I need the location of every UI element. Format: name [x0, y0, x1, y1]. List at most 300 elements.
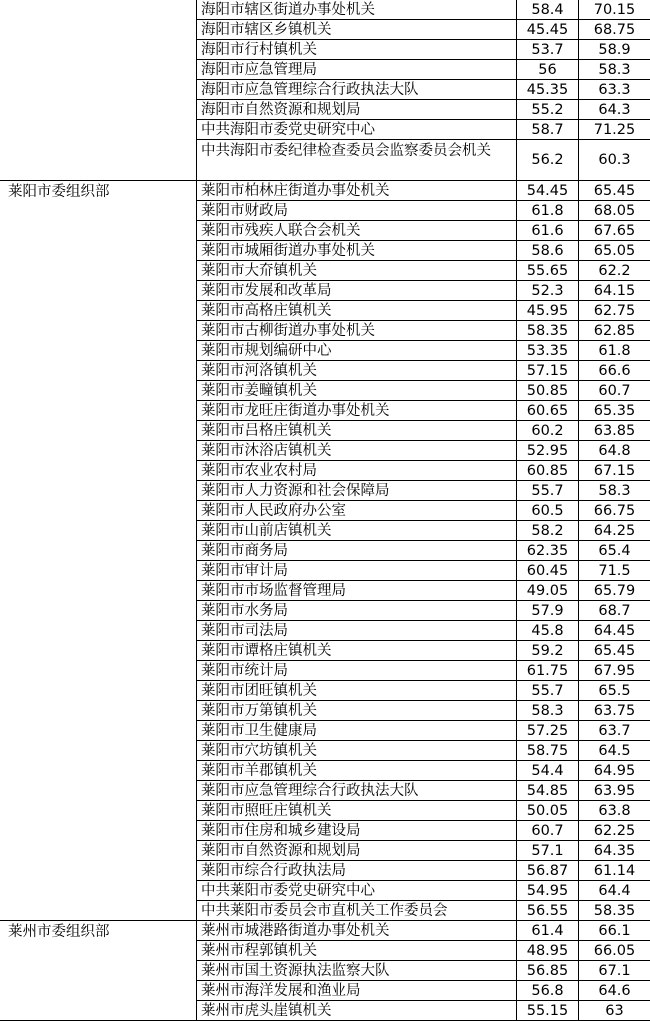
cell-organization[interactable]	[0, 541, 197, 561]
cell-score2[interactable]	[579, 301, 650, 321]
table-row	[0, 661, 650, 681]
cell-organization[interactable]	[0, 381, 197, 401]
cell-organization[interactable]	[0, 0, 197, 20]
cell-score1[interactable]	[517, 921, 579, 941]
cell-score1-value: 58.35	[526, 323, 569, 339]
cell-organization[interactable]	[0, 941, 197, 961]
cell-score1-value: 57.9	[531, 603, 564, 619]
cell-score1[interactable]	[517, 261, 579, 281]
cell-score2[interactable]	[579, 641, 650, 661]
cell-score1-value: 55.65	[526, 263, 569, 279]
cell-score1[interactable]	[517, 841, 579, 861]
cell-organization[interactable]	[0, 281, 197, 301]
cell-unit[interactable]	[197, 140, 517, 181]
cell-score2[interactable]	[579, 721, 650, 741]
cell-score2[interactable]	[579, 181, 650, 201]
cell-score2[interactable]	[579, 961, 650, 981]
cell-organization[interactable]	[0, 140, 197, 181]
cell-score2-value: 67.65	[593, 223, 636, 239]
cell-organization[interactable]	[0, 241, 197, 261]
cell-score2-value: 63.3	[598, 82, 631, 98]
cell-unit[interactable]	[197, 1001, 517, 1021]
cell-unit[interactable]	[197, 621, 517, 641]
cell-organization[interactable]	[0, 661, 197, 681]
cell-unit[interactable]	[197, 40, 517, 60]
cell-score2[interactable]	[579, 521, 650, 541]
cell-score2-value: 65.05	[593, 243, 636, 259]
cell-score1[interactable]	[517, 40, 579, 60]
cell-score1[interactable]	[517, 861, 579, 881]
cell-score2-value: 63	[605, 1003, 624, 1019]
cell-unit[interactable]	[197, 581, 517, 601]
unit-name: 莱州市城港路街道办事处机关	[201, 923, 390, 939]
cell-organization[interactable]	[0, 421, 197, 441]
table-row	[0, 541, 650, 561]
cell-score1[interactable]	[517, 541, 579, 561]
unit-name: 海阳市应急管理局	[201, 62, 317, 78]
cell-organization[interactable]	[0, 981, 197, 1001]
cell-score2[interactable]	[579, 581, 650, 601]
cell-score2[interactable]	[579, 681, 650, 701]
cell-unit[interactable]	[197, 881, 517, 901]
cell-unit[interactable]	[197, 981, 517, 1001]
cell-score2-value: 62.25	[593, 823, 636, 839]
cell-score2[interactable]	[579, 441, 650, 461]
cell-unit[interactable]	[197, 100, 517, 120]
cell-organization[interactable]	[0, 961, 197, 981]
table-row	[0, 781, 650, 801]
unit-name: 莱阳市人民政府办公室	[201, 503, 346, 519]
cell-organization[interactable]	[0, 861, 197, 881]
cell-unit[interactable]	[197, 821, 517, 841]
cell-score2-value: 70.15	[593, 2, 636, 18]
cell-score2[interactable]	[579, 341, 650, 361]
cell-score1-value: 60.85	[526, 463, 569, 479]
cell-score2[interactable]	[579, 381, 650, 401]
unit-name: 莱阳市照旺庄镇机关	[201, 803, 332, 819]
cell-score2[interactable]	[579, 461, 650, 481]
cell-score1[interactable]	[517, 1001, 579, 1021]
cell-unit[interactable]	[197, 461, 517, 481]
cell-organization[interactable]	[0, 581, 197, 601]
cell-score2[interactable]	[579, 821, 650, 841]
unit-name: 莱阳市谭格庄镇机关	[201, 643, 332, 659]
table-row	[0, 561, 650, 581]
cell-unit[interactable]	[197, 601, 517, 621]
cell-score2[interactable]	[579, 621, 650, 641]
unit-name: 莱阳市司法局	[201, 623, 288, 639]
cell-score2[interactable]	[579, 561, 650, 581]
unit-name: 莱阳市统计局	[201, 663, 288, 679]
cell-score2[interactable]	[579, 781, 650, 801]
cell-score1-value: 58.7	[531, 122, 564, 138]
cell-score2[interactable]	[579, 401, 650, 421]
unit-name: 莱州市海洋发展和渔业局	[201, 983, 361, 999]
cell-organization[interactable]	[0, 621, 197, 641]
cell-unit[interactable]	[197, 801, 517, 821]
unit-name: 莱阳市柏林庄街道办事处机关	[201, 183, 390, 199]
cell-score2-value: 66.05	[593, 943, 636, 959]
cell-unit[interactable]	[197, 481, 517, 501]
cell-score2-value: 68.05	[593, 203, 636, 219]
cell-organization[interactable]	[0, 201, 197, 221]
cell-unit[interactable]	[197, 361, 517, 381]
cell-score1[interactable]	[517, 961, 579, 981]
cell-score1-value: 60.65	[526, 403, 569, 419]
cell-score2-value: 58.3	[598, 62, 631, 78]
cell-organization[interactable]	[0, 601, 197, 621]
cell-score2[interactable]	[579, 761, 650, 781]
cell-score1[interactable]	[517, 301, 579, 321]
cell-unit[interactable]	[197, 901, 517, 921]
cell-score2[interactable]	[579, 881, 650, 901]
cell-score2[interactable]	[579, 701, 650, 721]
cell-organization[interactable]	[0, 561, 197, 581]
cell-score1[interactable]	[517, 281, 579, 301]
cell-score1[interactable]	[517, 801, 579, 821]
cell-score2-value: 61.14	[593, 863, 636, 879]
cell-score1-value: 60.7	[531, 823, 564, 839]
cell-score1[interactable]	[517, 581, 579, 601]
cell-unit[interactable]	[197, 721, 517, 741]
cell-unit[interactable]	[197, 921, 517, 941]
cell-score1[interactable]	[517, 621, 579, 641]
cell-organization[interactable]	[0, 40, 197, 60]
cell-unit[interactable]	[197, 221, 517, 241]
table-row	[0, 601, 650, 621]
cell-score1[interactable]	[517, 701, 579, 721]
cell-score2[interactable]	[579, 541, 650, 561]
cell-score2[interactable]	[579, 501, 650, 521]
cell-score2[interactable]	[579, 40, 650, 60]
cell-score1[interactable]	[517, 461, 579, 481]
cell-score2[interactable]	[579, 981, 650, 1001]
cell-score2-value: 68.75	[593, 22, 636, 38]
cell-unit[interactable]	[197, 741, 517, 761]
cell-organization[interactable]	[0, 461, 197, 481]
unit-name: 海阳市应急管理综合行政执法大队	[201, 82, 419, 98]
cell-unit[interactable]	[197, 561, 517, 581]
cell-organization[interactable]	[0, 301, 197, 321]
unit-name: 海阳市自然资源和规划局	[201, 102, 361, 118]
cell-unit[interactable]	[197, 641, 517, 661]
cell-score1[interactable]	[517, 901, 579, 921]
table-row	[0, 80, 650, 100]
cell-score1[interactable]	[517, 721, 579, 741]
cell-unit[interactable]	[197, 841, 517, 861]
cell-score1[interactable]	[517, 401, 579, 421]
cell-organization[interactable]	[0, 721, 197, 741]
cell-unit[interactable]	[197, 441, 517, 461]
unit-name: 莱阳市山前店镇机关	[201, 523, 332, 539]
table-row	[0, 901, 650, 921]
cell-organization[interactable]	[0, 321, 197, 341]
cell-score1[interactable]	[517, 941, 579, 961]
table-row	[0, 941, 650, 961]
table-row	[0, 1001, 650, 1021]
cell-unit[interactable]	[197, 781, 517, 801]
cell-organization[interactable]	[0, 741, 197, 761]
cell-unit[interactable]	[197, 120, 517, 140]
cell-score1[interactable]	[517, 601, 579, 621]
cell-unit[interactable]	[197, 661, 517, 681]
cell-score2-value: 64.5	[598, 743, 631, 759]
table-row	[0, 801, 650, 821]
cell-unit[interactable]	[197, 201, 517, 221]
unit-name: 莱阳市古柳街道办事处机关	[201, 323, 375, 339]
cell-score1-value: 56.2	[531, 152, 564, 168]
cell-score1-value: 54.85	[526, 783, 569, 799]
table-row	[0, 481, 650, 501]
cell-organization[interactable]	[0, 481, 197, 501]
unit-name: 莱阳市农业农村局	[201, 463, 317, 479]
cell-score2-value: 71.5	[598, 563, 631, 579]
cell-score2[interactable]	[579, 841, 650, 861]
cell-score2-value: 58.3	[598, 483, 631, 499]
cell-score2[interactable]	[579, 481, 650, 501]
cell-organization[interactable]	[0, 100, 197, 120]
cell-organization[interactable]	[0, 60, 197, 80]
cell-unit[interactable]	[197, 401, 517, 421]
cell-score2-value: 63.85	[593, 423, 636, 439]
cell-score2[interactable]	[579, 421, 650, 441]
unit-name: 莱阳市龙旺庄街道办事处机关	[201, 403, 390, 419]
cell-unit[interactable]	[197, 541, 517, 561]
table-row	[0, 221, 650, 241]
cell-organization[interactable]	[0, 801, 197, 821]
cell-score2[interactable]	[579, 201, 650, 221]
cell-score1[interactable]	[517, 100, 579, 120]
cell-unit[interactable]	[197, 861, 517, 881]
cell-score1[interactable]	[517, 0, 579, 20]
cell-unit[interactable]	[197, 681, 517, 701]
cell-score1[interactable]	[517, 981, 579, 1001]
cell-unit[interactable]	[197, 0, 517, 20]
unit-name: 莱阳市沐浴店镇机关	[201, 443, 332, 459]
cell-score2-value: 66.6	[598, 363, 631, 379]
table-row	[0, 961, 650, 981]
cell-score1-value: 55.2	[531, 102, 564, 118]
cell-score2[interactable]	[579, 241, 650, 261]
cell-score1-value: 56.55	[526, 903, 569, 919]
cell-score1[interactable]	[517, 781, 579, 801]
cell-score2[interactable]	[579, 60, 650, 80]
unit-name: 莱州市虎头崖镇机关	[201, 1003, 332, 1019]
cell-unit[interactable]	[197, 421, 517, 441]
cell-unit[interactable]	[197, 941, 517, 961]
cell-score2[interactable]	[579, 361, 650, 381]
cell-score1[interactable]	[517, 561, 579, 581]
cell-score1[interactable]	[517, 501, 579, 521]
cell-score2[interactable]	[579, 661, 650, 681]
table-row	[0, 361, 650, 381]
cell-score2[interactable]	[579, 140, 650, 181]
table-row	[0, 841, 650, 861]
cell-organization[interactable]	[0, 681, 197, 701]
cell-score1-value: 57.25	[526, 723, 569, 739]
cell-score2[interactable]	[579, 321, 650, 341]
cell-score1[interactable]	[517, 741, 579, 761]
cell-score2-value: 64.35	[593, 843, 636, 859]
cell-score2-value: 60.3	[598, 152, 631, 168]
cell-score2[interactable]	[579, 941, 650, 961]
cell-score2-value: 65.4	[598, 543, 631, 559]
cell-score2-value: 67.95	[593, 663, 636, 679]
cell-score2[interactable]	[579, 861, 650, 881]
cell-score2-value: 66.75	[593, 503, 636, 519]
cell-unit[interactable]	[197, 60, 517, 80]
cell-organization[interactable]	[0, 221, 197, 241]
cell-organization[interactable]	[0, 501, 197, 521]
cell-score2[interactable]	[579, 601, 650, 621]
cell-score1[interactable]	[517, 821, 579, 841]
cell-unit[interactable]	[197, 381, 517, 401]
cell-score2-value: 67.1	[598, 963, 631, 979]
cell-unit[interactable]	[197, 501, 517, 521]
cell-score2[interactable]	[579, 901, 650, 921]
table-row	[0, 621, 650, 641]
cell-score1-value: 45.35	[526, 82, 569, 98]
cell-score1-value: 52.95	[526, 443, 569, 459]
cell-score2[interactable]	[579, 921, 650, 941]
cell-score2[interactable]	[579, 741, 650, 761]
unit-name: 中共海阳市委纪律检查委员会监察委员会机关	[201, 143, 491, 159]
cell-organization[interactable]	[0, 921, 197, 941]
cell-score2[interactable]	[579, 80, 650, 100]
cell-organization[interactable]	[0, 1001, 197, 1021]
table-row	[0, 881, 650, 901]
cell-score1[interactable]	[517, 201, 579, 221]
cell-score1-value: 58.2	[531, 523, 564, 539]
cell-organization[interactable]	[0, 261, 197, 281]
unit-name: 中共莱阳市委党史研究中心	[201, 883, 375, 899]
cell-score1[interactable]	[517, 761, 579, 781]
cell-unit[interactable]	[197, 20, 517, 40]
cell-unit[interactable]	[197, 181, 517, 201]
cell-unit[interactable]	[197, 281, 517, 301]
cell-score1-value: 62.35	[526, 543, 569, 559]
cell-organization[interactable]	[0, 881, 197, 901]
cell-score2[interactable]	[579, 1001, 650, 1021]
cell-organization[interactable]	[0, 781, 197, 801]
cell-score1[interactable]	[517, 241, 579, 261]
cell-score2-value: 64.45	[593, 623, 636, 639]
cell-organization[interactable]	[0, 441, 197, 461]
cell-organization[interactable]	[0, 901, 197, 921]
cell-score2[interactable]	[579, 801, 650, 821]
cell-unit[interactable]	[197, 521, 517, 541]
cell-organization[interactable]	[0, 80, 197, 100]
cell-score1[interactable]	[517, 20, 579, 40]
cell-organization[interactable]	[0, 641, 197, 661]
unit-name: 莱阳市住房和城乡建设局	[201, 823, 361, 839]
cell-score1[interactable]	[517, 140, 579, 181]
cell-score2-value: 64.8	[598, 443, 631, 459]
cell-organization[interactable]	[0, 701, 197, 721]
cell-organization[interactable]	[0, 361, 197, 381]
cell-score1-value: 45.95	[526, 303, 569, 319]
cell-score1[interactable]	[517, 381, 579, 401]
table-row	[0, 401, 650, 421]
cell-score1[interactable]	[517, 361, 579, 381]
table-row	[0, 821, 650, 841]
cell-score1[interactable]	[517, 221, 579, 241]
unit-name: 莱阳市市场监督管理局	[201, 583, 346, 599]
table-row	[0, 241, 650, 261]
cell-score1[interactable]	[517, 181, 579, 201]
cell-organization[interactable]	[0, 20, 197, 40]
cell-score2-value: 64.6	[598, 983, 631, 999]
unit-name: 莱阳市穴坊镇机关	[201, 743, 317, 759]
cell-organization[interactable]	[0, 341, 197, 361]
cell-score2[interactable]	[579, 261, 650, 281]
cell-score1[interactable]	[517, 120, 579, 140]
cell-unit[interactable]	[197, 241, 517, 261]
cell-score2[interactable]	[579, 0, 650, 20]
cell-score1-value: 56.87	[526, 863, 569, 879]
cell-organization[interactable]	[0, 401, 197, 421]
cell-organization[interactable]	[0, 521, 197, 541]
cell-score2-value: 62.75	[593, 303, 636, 319]
cell-score1[interactable]	[517, 521, 579, 541]
cell-score1[interactable]	[517, 321, 579, 341]
table-row	[0, 20, 650, 40]
cell-unit[interactable]	[197, 261, 517, 281]
cell-organization[interactable]	[0, 120, 197, 140]
cell-score1[interactable]	[517, 881, 579, 901]
cell-organization[interactable]	[0, 821, 197, 841]
table-row	[0, 0, 650, 20]
table-row	[0, 441, 650, 461]
cell-score2[interactable]	[579, 100, 650, 120]
cell-organization[interactable]	[0, 181, 197, 201]
cell-unit[interactable]	[197, 961, 517, 981]
cell-unit[interactable]	[197, 301, 517, 321]
cell-unit[interactable]	[197, 701, 517, 721]
cell-score2-value: 64.95	[593, 763, 636, 779]
table-row	[0, 681, 650, 701]
cell-score1[interactable]	[517, 681, 579, 701]
cell-unit[interactable]	[197, 80, 517, 100]
table-row	[0, 341, 650, 361]
cell-score1[interactable]	[517, 661, 579, 681]
cell-unit[interactable]	[197, 341, 517, 361]
cell-score1[interactable]	[517, 80, 579, 100]
cell-score1[interactable]	[517, 481, 579, 501]
unit-name: 莱阳市水务局	[201, 603, 288, 619]
cell-score1-value: 56	[538, 62, 557, 78]
cell-score2[interactable]	[579, 281, 650, 301]
cell-unit[interactable]	[197, 321, 517, 341]
cell-score2[interactable]	[579, 20, 650, 40]
cell-score1[interactable]	[517, 341, 579, 361]
table-row	[0, 60, 650, 80]
cell-score2[interactable]	[579, 221, 650, 241]
cell-score2-value: 63.95	[593, 783, 636, 799]
cell-score2[interactable]	[579, 120, 650, 140]
cell-unit[interactable]	[197, 761, 517, 781]
cell-organization[interactable]	[0, 761, 197, 781]
cell-score1[interactable]	[517, 60, 579, 80]
cell-score1-value: 58.6	[531, 243, 564, 259]
cell-score1[interactable]	[517, 641, 579, 661]
unit-name: 莱州市国土资源执法监察大队	[201, 963, 390, 979]
cell-score1[interactable]	[517, 441, 579, 461]
cell-score1[interactable]	[517, 421, 579, 441]
cell-organization[interactable]	[0, 841, 197, 861]
cell-score2-value: 65.45	[593, 183, 636, 199]
table-row	[0, 581, 650, 601]
